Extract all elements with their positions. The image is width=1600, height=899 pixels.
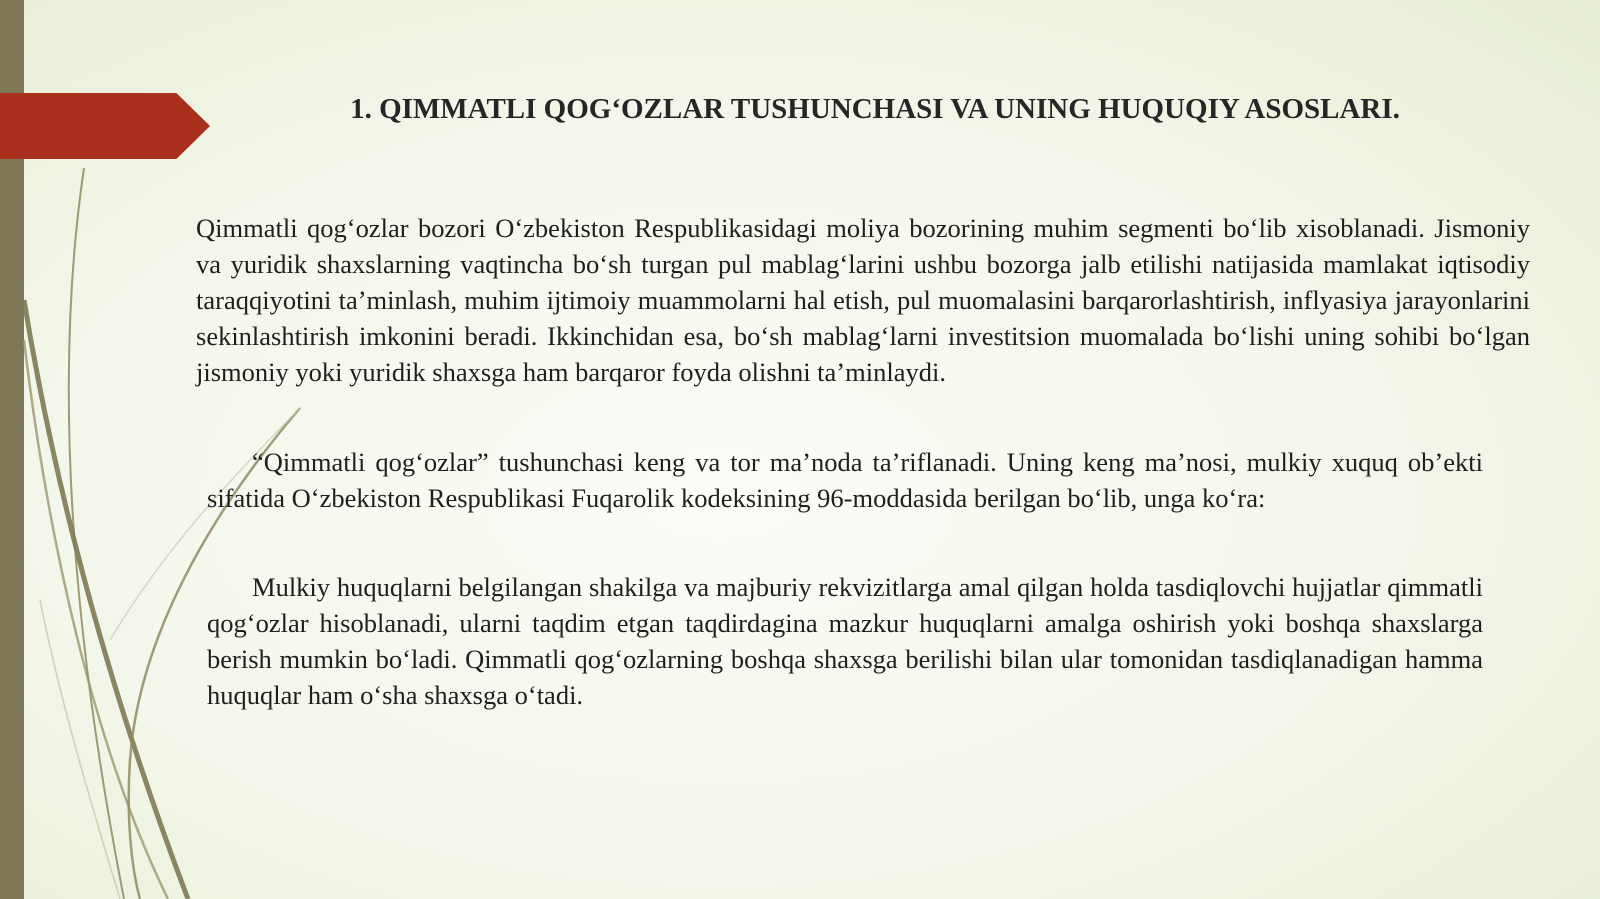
paragraph-3: Mulkiy huquqlarni belgilangan shakilga va majburiy rekvizitlarga amal qilgan holda tasdiqlovchi hujjatlar qimmatli qog‘ozlar hisoblanadi, ularni taqdim etgan taqdirdagina mazkur huquqlarni amalga oshirish yoki boshqa shaxslarga berish mumkin bo‘ladi. Qimmatli qog‘ozlarning boshqa shaxsga berilishi bilan ular tomonidan tasdiqlanadigan hamma huquqlar ham o‘sha shaxsga o‘tadi.: [207, 572, 1483, 710]
title-accent-tab: [0, 93, 210, 159]
paragraph-1: Qimmatli qog‘ozlar bozori O‘zbekiston Respublikasidagi moliya bozorining muhim segmenti bo‘lib xisoblanadi. Jismoniy va yuridik shaxslarning vaqtincha bo‘sh turgan pul mablag‘larini ushbu bozorga jalb etilishi natijasida mamlakat iqtisodiy taraqqiyotini ta’minlash, muhim ijtimoiy muammolarni hal etish, pul muomalasini barqarorlashtirish, inflyasiya jarayonlarini sekinlashtirish imkonini beradi. Ikkinchidan esa, bo‘sh mablag‘larni investitsion muomalada bo‘lishi uning sohibi bo‘lgan jismoniy yoki yuridik shaxsga ham barqaror foyda olishni ta’minlaydi.: [196, 213, 1530, 387]
slide-title: 1. QIMMATLI QOG‘OZLAR TUSHUNCHASI VA UNING HUQUQIY ASOSLARI.: [350, 93, 1400, 125]
paragraph-2: “Qimmatli qog‘ozlar” tushunchasi keng va tor ma’noda ta’riflanadi. Uning keng ma’nosi, mulkiy xuquq ob’ekti sifatida O‘zbekiston Respublikasi Fuqarolik kodeksining 96-moddasida berilgan bo‘lib, unga ko‘ra:: [207, 447, 1483, 513]
